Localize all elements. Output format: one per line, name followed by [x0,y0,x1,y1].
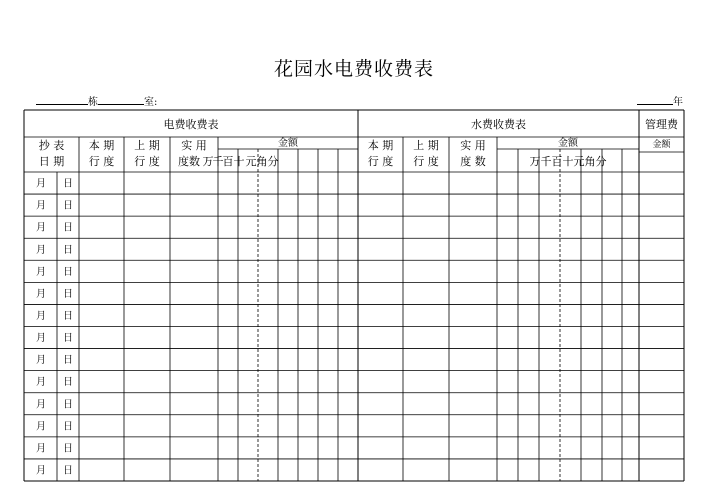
water-digit-header: 分 [595,155,607,168]
current-reading-header: 本 期 [88,139,115,152]
row-month-label: 月 [36,288,46,300]
row-day-label: 日 [63,377,73,389]
usage-header: 度数 [178,155,200,168]
row-month-label: 月 [36,465,46,477]
electric-digit-header: 元 [245,155,257,168]
row-month-label: 月 [36,310,46,322]
row-month-label: 月 [36,266,46,278]
usage-header: 实 用 [181,139,207,152]
water-usage-header: 度 数 [460,155,486,168]
reading-date-header: 抄 表 [38,139,65,152]
row-month-label: 月 [36,421,46,433]
water-section-title: 水费收费表 [471,118,526,131]
water-previous-reading-header: 上 期 [413,139,439,152]
electric-digit-header: 十 [233,155,245,168]
row-month-label: 月 [36,200,46,212]
row-day-label: 日 [63,443,73,455]
management-amount-header: 金额 [652,140,671,150]
electric-digit-header: 角 [256,155,268,168]
water-usage-header: 实 用 [460,139,486,152]
row-day-label: 日 [63,288,73,300]
reading-date-header: 日 期 [38,155,65,168]
year-label: 年 [673,97,683,108]
row-month-label: 月 [36,399,46,411]
water-digit-header: 角 [584,155,596,168]
water-digit-header: 百 [551,155,563,168]
row-month-label: 月 [36,377,46,389]
row-day-label: 日 [63,355,73,367]
water-digit-header: 十 [562,155,574,168]
water-current-reading-header: 本 期 [367,139,394,152]
row-month-label: 月 [36,355,46,367]
current-reading-header: 行 度 [88,155,115,168]
row-day-label: 日 [63,222,73,234]
row-day-label: 日 [63,310,73,322]
electric-section-title: 电费收费表 [163,118,219,131]
electric-digit-header: 分 [267,155,279,168]
room-label: 室: [144,97,158,108]
electric-digit-header: 百 [222,155,234,168]
building-label: 栋 [88,97,98,108]
row-day-label: 日 [63,333,73,345]
row-day-label: 日 [63,244,73,256]
row-month-label: 月 [36,178,46,190]
row-day-label: 日 [63,178,73,190]
previous-reading-header: 上 期 [134,139,160,152]
water-digit-header: 万 [529,155,541,168]
row-day-label: 日 [63,200,73,212]
row-day-label: 日 [63,465,73,477]
electric-digit-header: 万 [202,155,214,168]
water-digit-header: 元 [573,155,585,168]
water-previous-reading-header: 行 度 [413,155,439,168]
row-month-label: 月 [36,333,46,345]
row-day-label: 日 [63,399,73,411]
water-amount-header: 金额 [558,138,578,149]
electric-amount-header: 金额 [278,138,298,149]
previous-reading-header: 行 度 [134,155,160,168]
water-digit-header: 千 [540,155,552,168]
row-day-label: 日 [63,266,73,278]
row-month-label: 月 [36,222,46,234]
row-month-label: 月 [36,244,46,256]
row-month-label: 月 [36,443,46,455]
management-section-title: 管理费 [645,118,678,131]
page-title: 花园水电费收费表 [273,58,434,80]
row-day-label: 日 [63,421,73,433]
water-current-reading-header: 行 度 [367,155,394,168]
electric-digit-header: 千 [212,155,224,168]
